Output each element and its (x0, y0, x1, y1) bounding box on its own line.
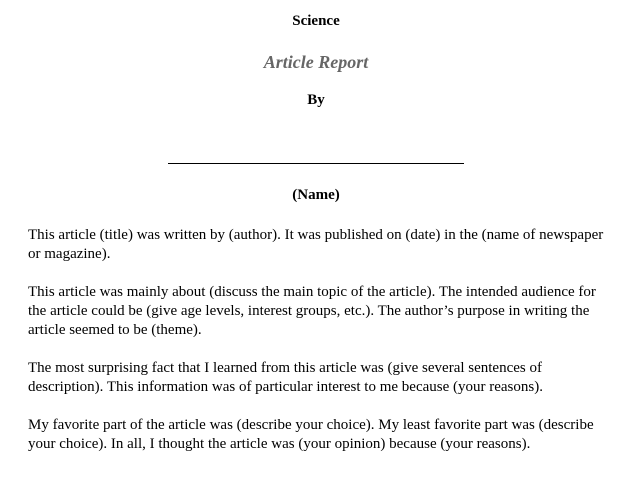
report-title: Article Report (263, 52, 369, 72)
by-label: By (307, 92, 325, 108)
paragraph-favorite-part: My favorite part of the article was (describe your choice). My least favorite part was (describe your choice). In all, I thought the article was (your opinion) because (your reasons). (28, 417, 594, 452)
paragraph-main-topic: This article was mainly about (discuss the main topic of the article). The intended audience for the article could be (give age levels, interest groups, etc.). The author’s purpose in writing the article seemed to be (theme). (28, 284, 596, 338)
name-label: (Name) (292, 187, 340, 203)
paragraph-surprising-fact: The most surprising fact that I learned from this article was (give several sentences of description). This information was of particular interest to me because (your reasons). (28, 360, 543, 395)
subject-heading: Science (292, 13, 340, 29)
name-underline (168, 163, 464, 164)
paragraph-title-author: This article (title) was written by (author). It was published on (date) in the (name of newspaper or magazine). (28, 227, 604, 262)
